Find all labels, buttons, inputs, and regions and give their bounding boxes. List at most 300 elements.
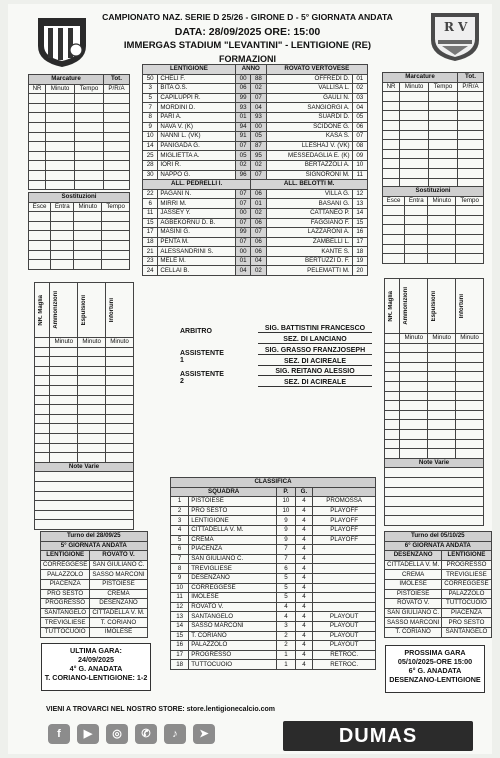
home-player: BITA O.S. [158, 84, 236, 94]
points: 9 [277, 516, 295, 526]
home-birth-year: 01 [235, 112, 250, 122]
sostituzioni-away: Sostituzioni Esce Entra Minuto Tempo [382, 186, 484, 264]
standings-row [171, 631, 376, 641]
home-team: ROVATO V. [385, 599, 442, 609]
home-team: PROGRESSO [41, 599, 90, 609]
away-player: GAULI N. [266, 93, 352, 103]
team: PROGRESSO [189, 650, 277, 660]
player-row [143, 247, 368, 257]
position: 17 [171, 650, 189, 660]
home-shirt-number: 8 [143, 112, 158, 122]
team: CORREGGESE [189, 583, 277, 593]
away-birth-year: 00 [251, 122, 266, 132]
position: 13 [171, 612, 189, 622]
standings-row [171, 621, 376, 631]
home-team: PALAZZOLO [41, 570, 90, 580]
away-player: SANGIORGI A. [266, 103, 352, 113]
zone: PLAYOUT [313, 641, 376, 651]
away-shirt-number: 04 [352, 103, 367, 113]
games: 4 [295, 535, 313, 545]
team: TREVIGLIESE [189, 564, 277, 574]
whatsapp-icon[interactable]: ✆ [135, 724, 157, 744]
points: 9 [277, 525, 295, 535]
home-shirt-number: 10 [143, 132, 158, 142]
home-birth-year: 07 [235, 237, 250, 247]
home-player: MORDINI D. [158, 103, 236, 113]
away-birth-year: 95 [251, 151, 266, 161]
instagram-icon[interactable]: ◎ [106, 724, 128, 744]
zone [313, 554, 376, 564]
fixture-row [385, 618, 492, 628]
standings-row [171, 650, 376, 660]
standings-table: CLASSIFICA SQUADRA P. G. 1 PISTOIESE 10 4 PROMOSSA 2 PRO SESTO 10 4 PLAYOFF 3 LENTIGIONE 9 4 PLAYOFF 4 CITTADELLA V. M. 9 4 PLAYOFF 5 CREMA 9 4 PLAYOFF 6 PIACENZA 7 4 7 SAN GIULIANO C. 7 4 8 TREVIGLIESE 6 4 9 DESENZANO 5 4 10 CORREGGESE 5 4 11 IMOLESE 5 4 12 ROVATO V. 4 4 13 SANTANGELO 4 4 PLAYOUT 14 SASSO MARCONI 3 4 PLAYOUT 15 T. CORIANO 2 4 PLAYOUT 16 PALAZZOLO 2 4 PLAYOUT 17 PROGRESSO 1 4 RETROC. 18 TUTTOCUOIO 1 4 RETROC. [170, 477, 376, 670]
home-shirt-number: 11 [143, 208, 158, 218]
home-player: PARI A. [158, 112, 236, 122]
away-birth-year: 93 [251, 112, 266, 122]
away-shirt-number: 19 [352, 256, 367, 266]
standings-row [171, 535, 376, 545]
marcature-home: Marcature Tot. NR Minuto Tempo P/R/A [28, 74, 130, 190]
away-team: CREMA [90, 589, 147, 599]
turno-prev-table: Turno del 28/09/25 5° GIORNATA ANDATA LENTIGIONE ROVATO V. CORREGGESE SAN GIULIANO C. PALAZZOLO SASSO MARCONI PIACENZA PISTOIESE PRO SESTO CREMA PROGRESSO DESENZANO SANTANGELO CITTADELLA V. M. TREVIGLIESE T. CORIANO TUTTOCUOIO IMOLESE [40, 531, 148, 638]
match-date: DATA: 28/09/2025 ORE: 15:00 [174, 26, 321, 38]
social-icons [48, 724, 215, 744]
player-row [143, 199, 368, 209]
team: PRO SESTO [189, 506, 277, 516]
fixture-row [385, 579, 492, 589]
ass1-label: ASSISTENTE 1 [180, 350, 224, 364]
ass1-name: SIG. GRASSO FRANZJOSEPH [258, 347, 372, 355]
points: 1 [277, 660, 295, 670]
standings-row [171, 545, 376, 555]
standings-row [171, 593, 376, 603]
standings-row [171, 516, 376, 526]
home-player: PENTA M. [158, 237, 236, 247]
player-row [143, 74, 368, 84]
fixture-row [41, 608, 148, 618]
arbitro-sez: SEZ. DI LANCIANO [258, 336, 372, 344]
points: 2 [277, 641, 295, 651]
away-player: SUARDI D. [266, 112, 352, 122]
player-row [143, 84, 368, 94]
games: 4 [295, 621, 313, 631]
position: 9 [171, 573, 189, 583]
home-shirt-number: 5 [143, 93, 158, 103]
away-team: CORREGGESE [442, 579, 491, 589]
team: DESENZANO [189, 573, 277, 583]
sostituzioni-home: Sostituzioni Esce Entra Minuto Tempo [28, 192, 130, 270]
team: CITTADELLA V. M. [189, 525, 277, 535]
points: 2 [277, 631, 295, 641]
games: 4 [295, 564, 313, 574]
fixture-row [385, 560, 492, 570]
home-player: CELLAI B. [158, 266, 236, 276]
away-player: MESSEDAGLIA E. (K) [266, 151, 352, 161]
away-player: SIGNORONI M. [266, 170, 352, 180]
coach-away: ALL. BELOTTI M. [251, 180, 368, 190]
fixture-row [385, 589, 492, 599]
standings-row [171, 641, 376, 651]
home-shirt-number: 18 [143, 237, 158, 247]
away-team: TREVIGLIESE [442, 570, 491, 580]
rovato-vertovese-logo [428, 10, 482, 62]
away-birth-year: 02 [251, 84, 266, 94]
standings-row [171, 573, 376, 583]
games: 4 [295, 593, 313, 603]
team: PALAZZOLO [189, 641, 277, 651]
away-shirt-number: 05 [352, 112, 367, 122]
home-team: SAN GIULIANO C. [385, 608, 442, 618]
home-shirt-number: 25 [143, 151, 158, 161]
games: 4 [295, 525, 313, 535]
tiktok-icon[interactable]: ♪ [164, 724, 186, 744]
lineup-table: LENTIGIONE ANNO ROVATO VERTOVESE 50 CHELI F. 00 88 OFFREDI D. 01 3 BITA O.S. 06 02 VALLISA L. 02 5 CAPILUPPI R. 99 07 GAULI N. 03 7 MORDINI D. 93 04 SANGIORGI A. 04 8 PARI A. 01 93 SUARDI D. 05 9 NAVA V. (K) 94 00 SCIDONE G. 06 10 NANNI L. (VK) 91 05 KASA S. 07 14 PANIGADA G. 07 87 LLESHAJ V. (VK) 08 25 MIGLIETTA A. 05 95 MESSEDAGLIA E. (K) 09 28 IORI R. 02 02 BERTAZZOLI A. 10 30 NAPPO G. 96 07 SIGNORONI M. 11 ALL. PEDRELLI I. ALL. BELOTTI M. 22 PAGANI N. 07 06 VILLA G. 12 6 MIRRI M. 07 01 BASANI G. 13 11 JASSEY Y. 00 02 CATTANEO P. 14 15 AGBEKORNU D. B. 07 06 FAGGIANO F. 15 17 MASINI G. 99 07 LAZZARONI A. 16 18 PENTA M. 07 06 ZAMBELLI L. 17 21 ALESSANDRINI S. 00 06 KANTE S. 18 23 MELE M. 01 04 BERTUZZI D. F. 19 24 CELLAI B. 04 02 PELEMATTI M. 20 [142, 64, 368, 276]
away-birth-year: 02 [251, 266, 266, 276]
zone: PLAYOFF [313, 525, 376, 535]
home-player: NAVA V. (K) [158, 122, 236, 132]
player-row [143, 93, 368, 103]
home-team: SANTANGELO [41, 608, 90, 618]
home-player: CAPILUPPI R. [158, 93, 236, 103]
home-birth-year: 93 [235, 103, 250, 113]
away-player: BERTAZZOLI A. [266, 160, 352, 170]
home-birth-year: 99 [235, 93, 250, 103]
away-shirt-number: 18 [352, 247, 367, 257]
turno-next-table: Turno del 05/10/25 6° GIORNATA ANDATA DESENZANO LENTIGIONE CITTADELLA V. M. PROGRESSO CREMA TREVIGLIESE IMOLESE CORREGGESE PISTOIESE PALAZZOLO ROVATO V. TUTTOCUOIO SAN GIULIANO C. PIACENZA SASSO MARCONI PRO SESTO T. CORIANO SANTANGELO [384, 531, 492, 638]
points: 7 [277, 554, 295, 564]
position: 11 [171, 593, 189, 603]
games: 4 [295, 650, 313, 660]
home-birth-year: 07 [235, 218, 250, 228]
home-shirt-number: 24 [143, 266, 158, 276]
points: 3 [277, 621, 295, 631]
home-player: PAGANI N. [158, 189, 236, 199]
zone: RETROC. [313, 650, 376, 660]
home-birth-year: 99 [235, 228, 250, 238]
points: 10 [277, 497, 295, 507]
ass2-name: SIG. REITANO ALESSIO [258, 368, 372, 376]
standings-row [171, 564, 376, 574]
home-team: IMOLESE [385, 579, 442, 589]
coach-home: ALL. PEDRELLI I. [143, 180, 251, 190]
team: LENTIGIONE [189, 516, 277, 526]
formazioni-title: FORMAZIONI [219, 54, 276, 64]
away-birth-year: 04 [251, 256, 266, 266]
home-player: NAPPO G. [158, 170, 236, 180]
home-birth-year: 02 [235, 160, 250, 170]
points: 4 [277, 602, 295, 612]
team: TUTTOCUOIO [189, 660, 277, 670]
standings-row [171, 506, 376, 516]
games: 4 [295, 602, 313, 612]
away-birth-year: 87 [251, 141, 266, 151]
team: SAN GIULIANO C. [189, 554, 277, 564]
youtube-icon[interactable]: ▶ [77, 724, 99, 744]
home-player: MIGLIETTA A. [158, 151, 236, 161]
player-row [143, 189, 368, 199]
svg-text:V: V [458, 20, 468, 34]
telegram-icon[interactable]: ➤ [193, 724, 215, 744]
zone [313, 564, 376, 574]
away-player: KANTE S. [266, 247, 352, 257]
away-team: CITTADELLA V. M. [90, 608, 147, 618]
points: 5 [277, 583, 295, 593]
home-birth-year: 06 [235, 84, 250, 94]
home-birth-year: 07 [235, 189, 250, 199]
away-player: VALLISA L. [266, 84, 352, 94]
zone: PLAYOUT [313, 631, 376, 641]
points: 1 [277, 650, 295, 660]
away-player: BERTUZZI D. F. [266, 256, 352, 266]
home-shirt-number: 14 [143, 141, 158, 151]
away-birth-year: 07 [251, 93, 266, 103]
away-team: PROGRESSO [442, 560, 491, 570]
games: 4 [295, 516, 313, 526]
away-birth-year: 02 [251, 208, 266, 218]
home-shirt-number: 9 [143, 122, 158, 132]
games: 4 [295, 554, 313, 564]
home-team: CREMA [385, 570, 442, 580]
player-row [143, 122, 368, 132]
away-player: ZAMBELLI L. [266, 237, 352, 247]
home-player: IORI R. [158, 160, 236, 170]
home-shirt-number: 21 [143, 247, 158, 257]
position: 1 [171, 497, 189, 507]
team: ROVATO V. [189, 602, 277, 612]
position: 2 [171, 506, 189, 516]
team: CREMA [189, 535, 277, 545]
zone: RETROC. [313, 660, 376, 670]
home-player: MASINI G. [158, 228, 236, 238]
home-player: CHELI F. [158, 74, 236, 84]
player-row [143, 132, 368, 142]
player-row [143, 151, 368, 161]
ass2-sez: SEZ. DI ACIREALE [258, 379, 372, 387]
points: 10 [277, 506, 295, 516]
facebook-icon[interactable]: f [48, 724, 70, 744]
home-team: CITTADELLA V. M. [385, 560, 442, 570]
team: T. CORIANO [189, 631, 277, 641]
zone: PLAYOUT [313, 612, 376, 622]
fixture-row [41, 618, 148, 628]
fixture-row [41, 627, 148, 637]
dumas-sponsor-logo: DUMAS [283, 721, 473, 751]
away-shirt-number: 03 [352, 93, 367, 103]
away-team: PALAZZOLO [442, 589, 491, 599]
away-shirt-number: 14 [352, 208, 367, 218]
away-shirt-number: 01 [352, 74, 367, 84]
standings-row [171, 602, 376, 612]
home-team: CORREGGESE [41, 560, 90, 570]
away-shirt-number: 11 [352, 170, 367, 180]
home-birth-year: 00 [235, 74, 250, 84]
player-row [143, 208, 368, 218]
away-player: LLESHAJ V. (VK) [266, 141, 352, 151]
fixture-row [385, 627, 492, 637]
away-team: TUTTOCUOIO [442, 599, 491, 609]
home-team: TREVIGLIESE [41, 618, 90, 628]
home-player: MIRRI M. [158, 199, 236, 209]
away-birth-year: 04 [251, 103, 266, 113]
team: SANTANGELO [189, 612, 277, 622]
games: 4 [295, 631, 313, 641]
away-shirt-number: 08 [352, 141, 367, 151]
player-row [143, 170, 368, 180]
team: PIACENZA [189, 545, 277, 555]
home-birth-year: 07 [235, 141, 250, 151]
home-team: T. CORIANO [385, 627, 442, 637]
away-shirt-number: 02 [352, 84, 367, 94]
away-birth-year: 06 [251, 247, 266, 257]
team: PISTOIESE [189, 497, 277, 507]
player-row [143, 228, 368, 238]
away-birth-year: 07 [251, 170, 266, 180]
away-team: DESENZANO [90, 599, 147, 609]
fixture-row [41, 599, 148, 609]
player-row [143, 103, 368, 113]
away-team: PISTOIESE [90, 579, 147, 589]
position: 5 [171, 535, 189, 545]
zone: PLAYOFF [313, 516, 376, 526]
standings-row [171, 660, 376, 670]
away-player: KASA S. [266, 132, 352, 142]
position: 16 [171, 641, 189, 651]
team: SASSO MARCONI [189, 621, 277, 631]
away-shirt-number: 16 [352, 228, 367, 238]
away-player: SCIDONE G. [266, 122, 352, 132]
home-shirt-number: 7 [143, 103, 158, 113]
zone [313, 545, 376, 555]
player-row [143, 218, 368, 228]
standings-row [171, 525, 376, 535]
home-shirt-number: 15 [143, 218, 158, 228]
home-player: ALESSANDRINI S. [158, 247, 236, 257]
games: 4 [295, 506, 313, 516]
away-player: LAZZARONI A. [266, 228, 352, 238]
away-team: SAN GIULIANO C. [90, 560, 147, 570]
home-player: AGBEKORNU D. B. [158, 218, 236, 228]
home-birth-year: 01 [235, 256, 250, 266]
home-player: PANIGADA G. [158, 141, 236, 151]
next-match-box: PROSSIMA GARA 05/10/2025-ORE 15:00 6° G. ANADATA DESENZANO-LENTIGIONE [385, 645, 485, 693]
away-shirt-number: 13 [352, 199, 367, 209]
player-row [143, 266, 368, 276]
position: 10 [171, 583, 189, 593]
home-birth-year: 05 [235, 151, 250, 161]
away-shirt-number: 20 [352, 266, 367, 276]
home-shirt-number: 28 [143, 160, 158, 170]
games: 4 [295, 545, 313, 555]
lentigione-logo [32, 12, 92, 68]
store-text: VIENI A TROVARCI NEL NOSTRO STORE: store.lentigionecalcio.com [46, 706, 275, 713]
away-shirt-number: 07 [352, 132, 367, 142]
fixture-row [385, 608, 492, 618]
last-match-box: ULTIMA GARA: 24/09/2025 4° G. ANADATA T. CORIANO-LENTIGIONE: 1-2 [41, 643, 151, 691]
away-team: T. CORIANO [90, 618, 147, 628]
position: 15 [171, 631, 189, 641]
away-player: CATTANEO P. [266, 208, 352, 218]
position: 6 [171, 545, 189, 555]
away-shirt-number: 06 [352, 122, 367, 132]
games: 4 [295, 660, 313, 670]
away-player: BASANI G. [266, 199, 352, 209]
zone [313, 602, 376, 612]
fixture-row [385, 570, 492, 580]
position: 18 [171, 660, 189, 670]
points: 5 [277, 573, 295, 583]
position: 8 [171, 564, 189, 574]
discipline-away: NR. Maglia Ammonizioni Espulsioni Infortuni Minuto Minuto Minuto Note Varie [384, 278, 484, 526]
home-shirt-number: 6 [143, 199, 158, 209]
away-birth-year: 06 [251, 237, 266, 247]
championship-title: CAMPIONATO NAZ. SERIE D 25/26 - GIRONE D - 5° GIORNATA ANDATA [102, 12, 393, 22]
position: 12 [171, 602, 189, 612]
home-birth-year: 07 [235, 199, 250, 209]
ass2-label: ASSISTENTE 2 [180, 371, 224, 385]
home-shirt-number: 30 [143, 170, 158, 180]
away-shirt-number: 10 [352, 160, 367, 170]
away-shirt-number: 12 [352, 189, 367, 199]
fixture-row [385, 599, 492, 609]
standings-row [171, 554, 376, 564]
standings-row [171, 497, 376, 507]
home-team: PIACENZA [41, 579, 90, 589]
away-shirt-number: 17 [352, 237, 367, 247]
zone: PLAYOFF [313, 506, 376, 516]
away-birth-year: 07 [251, 228, 266, 238]
away-shirt-number: 09 [352, 151, 367, 161]
home-shirt-number: 22 [143, 189, 158, 199]
zone [313, 583, 376, 593]
svg-text:R: R [444, 20, 454, 34]
home-team: SASSO MARCONI [385, 618, 442, 628]
player-row [143, 237, 368, 247]
games: 4 [295, 497, 313, 507]
home-shirt-number: 3 [143, 84, 158, 94]
home-birth-year: 00 [235, 208, 250, 218]
away-birth-year: 06 [251, 218, 266, 228]
player-row [143, 141, 368, 151]
points: 7 [277, 545, 295, 555]
home-team: PISTOIESE [385, 589, 442, 599]
arbitro-name: SIG. BATTISTINI FRANCESCO [258, 325, 372, 333]
discipline-home: NR. Maglia Ammonizioni Espulsioni Infortuni Minuto Minuto Minuto Note Varie [34, 282, 134, 530]
away-player: VILLA G. [266, 189, 352, 199]
zone [313, 593, 376, 603]
points: 9 [277, 535, 295, 545]
points: 5 [277, 593, 295, 603]
points: 6 [277, 564, 295, 574]
position: 14 [171, 621, 189, 631]
games: 4 [295, 583, 313, 593]
fixture-row [41, 560, 148, 570]
player-row [143, 112, 368, 122]
away-team: PIACENZA [442, 608, 491, 618]
home-player: NANNI L. (VK) [158, 132, 236, 142]
home-shirt-number: 17 [143, 228, 158, 238]
away-birth-year: 06 [251, 189, 266, 199]
home-birth-year: 96 [235, 170, 250, 180]
position: 7 [171, 554, 189, 564]
home-shirt-number: 50 [143, 74, 158, 84]
home-player: MELE M. [158, 256, 236, 266]
stadium: IMMERGAS STADIUM "LEVANTINI" - LENTIGIONE (RE) [123, 40, 372, 51]
points: 4 [277, 612, 295, 622]
marcature-away: Marcature Tot. NR Minuto Tempo P/R/A [382, 72, 484, 188]
zone: PROMOSSA [313, 497, 376, 507]
home-team: TUTTOCUOIO [41, 627, 90, 637]
games: 4 [295, 612, 313, 622]
